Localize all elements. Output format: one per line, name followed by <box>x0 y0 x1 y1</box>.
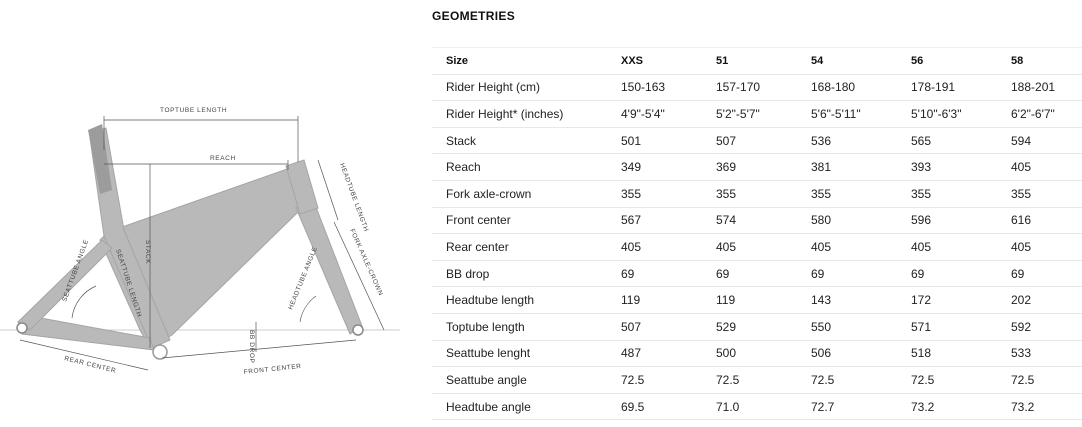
table-cell: 574 <box>702 207 797 234</box>
table-cell: 381 <box>797 154 897 181</box>
row-label: BB drop <box>432 260 607 287</box>
table-cell: 405 <box>897 234 997 261</box>
bottom-bracket <box>153 345 167 359</box>
table-cell: 69 <box>897 260 997 287</box>
table-row <box>432 393 1082 420</box>
table-cell: 405 <box>607 234 702 261</box>
table-cell: 5'2"-5'7" <box>702 101 797 128</box>
column-header: XXS <box>607 48 702 75</box>
table-cell: 119 <box>702 287 797 314</box>
table-row <box>432 101 1082 128</box>
table-cell: 501 <box>607 127 702 154</box>
row-label: Seattube lenght <box>432 340 607 367</box>
row-label: Toptube length <box>432 313 607 340</box>
row-label: Rider Height (cm) <box>432 74 607 101</box>
frame-silhouette <box>18 128 362 350</box>
table-cell: 349 <box>607 154 702 181</box>
row-label: Seattube angle <box>432 367 607 394</box>
column-header: 54 <box>797 48 897 75</box>
table-cell: 172 <box>897 287 997 314</box>
table-cell: 507 <box>702 127 797 154</box>
table-cell: 72.5 <box>607 367 702 394</box>
table-cell: 506 <box>797 340 897 367</box>
table-header-row <box>432 48 1082 75</box>
table-cell: 369 <box>702 154 797 181</box>
table-cell: 529 <box>702 313 797 340</box>
row-label: Rider Height* (inches) <box>432 101 607 128</box>
table-cell: 72.5 <box>997 367 1082 394</box>
table-cell: 157-170 <box>702 74 797 101</box>
bike-geometry-diagram <box>0 90 410 390</box>
table-cell: 69 <box>607 260 702 287</box>
label-fork-axle-crown: FORK AXLE-CROWN <box>348 227 385 298</box>
table-cell: 405 <box>702 234 797 261</box>
table-cell: 72.5 <box>797 367 897 394</box>
table-row <box>432 367 1082 394</box>
table-cell: 355 <box>702 180 797 207</box>
geometry-table <box>432 47 1082 420</box>
table-row <box>432 154 1082 181</box>
table-cell: 567 <box>607 207 702 234</box>
table-cell: 69 <box>797 260 897 287</box>
table-row <box>432 180 1082 207</box>
table-cell: 5'10"-6'3" <box>897 101 997 128</box>
table-cell: 69 <box>702 260 797 287</box>
table-cell: 6'2"-6'7" <box>997 101 1082 128</box>
table-cell: 119 <box>607 287 702 314</box>
table-cell: 507 <box>607 313 702 340</box>
row-label: Reach <box>432 154 607 181</box>
table-row <box>432 340 1082 367</box>
table-row <box>432 260 1082 287</box>
label-headtube-angle: HEADTUBE ANGLE <box>287 245 320 311</box>
table-cell: 5'6"-5'11" <box>797 101 897 128</box>
table-cell: 571 <box>897 313 997 340</box>
table-cell: 71.0 <box>702 393 797 420</box>
row-label: Front center <box>432 207 607 234</box>
row-label: Rear center <box>432 234 607 261</box>
table-cell: 143 <box>797 287 897 314</box>
table-cell: 178-191 <box>897 74 997 101</box>
table-cell: 405 <box>797 234 897 261</box>
label-front-center: FRONT CENTER <box>243 362 302 376</box>
table-row <box>432 207 1082 234</box>
table-cell: 580 <box>797 207 897 234</box>
table-cell: 500 <box>702 340 797 367</box>
table-row <box>432 127 1082 154</box>
table-cell: 355 <box>797 180 897 207</box>
row-label: Headtube length <box>432 287 607 314</box>
table-row <box>432 74 1082 101</box>
table-row <box>432 313 1082 340</box>
table-cell: 533 <box>997 340 1082 367</box>
label-headtube-length: HEADTUBE LENGTH <box>338 162 370 233</box>
label-reach: REACH <box>210 155 236 162</box>
column-header: 56 <box>897 48 997 75</box>
row-label: Headtube angle <box>432 393 607 420</box>
table-cell: 550 <box>797 313 897 340</box>
table-cell: 594 <box>997 127 1082 154</box>
table-cell: 150-163 <box>607 74 702 101</box>
label-bb-drop: BB DROP <box>248 330 255 364</box>
table-cell: 405 <box>997 154 1082 181</box>
rear-axle <box>17 323 27 333</box>
table-cell: 188-201 <box>997 74 1082 101</box>
table-cell: 72.5 <box>702 367 797 394</box>
table-cell: 393 <box>897 154 997 181</box>
table-cell: 592 <box>997 313 1082 340</box>
table-cell: 518 <box>897 340 997 367</box>
table-cell: 73.2 <box>897 393 997 420</box>
label-rear-center: REAR CENTER <box>63 355 117 375</box>
table-cell: 72.5 <box>897 367 997 394</box>
table-cell: 69.5 <box>607 393 702 420</box>
label-toptube-length: TOPTUBE LENGTH <box>160 107 228 114</box>
label-seattube-angle: SEATTUBE ANGLE <box>61 238 91 303</box>
table-cell: 4'9"-5'4" <box>607 101 702 128</box>
table-cell: 487 <box>607 340 702 367</box>
table-cell: 536 <box>797 127 897 154</box>
row-label: Stack <box>432 127 607 154</box>
table-cell: 355 <box>897 180 997 207</box>
table-cell: 596 <box>897 207 997 234</box>
table-cell: 355 <box>997 180 1082 207</box>
table-cell: 616 <box>997 207 1082 234</box>
column-header: 58 <box>997 48 1082 75</box>
column-header: 51 <box>702 48 797 75</box>
label-stack: STACK <box>144 240 151 265</box>
table-cell: 565 <box>897 127 997 154</box>
table-cell: 202 <box>997 287 1082 314</box>
table-cell: 72.7 <box>797 393 897 420</box>
table-cell: 73.2 <box>997 393 1082 420</box>
row-label: Fork axle-crown <box>432 180 607 207</box>
table-cell: 405 <box>997 234 1082 261</box>
table-cell: 355 <box>607 180 702 207</box>
column-header: Size <box>432 48 607 75</box>
table-row <box>432 234 1082 261</box>
table-cell: 168-180 <box>797 74 897 101</box>
table-cell: 69 <box>997 260 1082 287</box>
front-axle <box>353 325 363 335</box>
page-title: GEOMETRIES <box>432 9 516 23</box>
table-row <box>432 287 1082 314</box>
label-seattube-length: SEATTUBE LENGTH <box>114 248 143 319</box>
